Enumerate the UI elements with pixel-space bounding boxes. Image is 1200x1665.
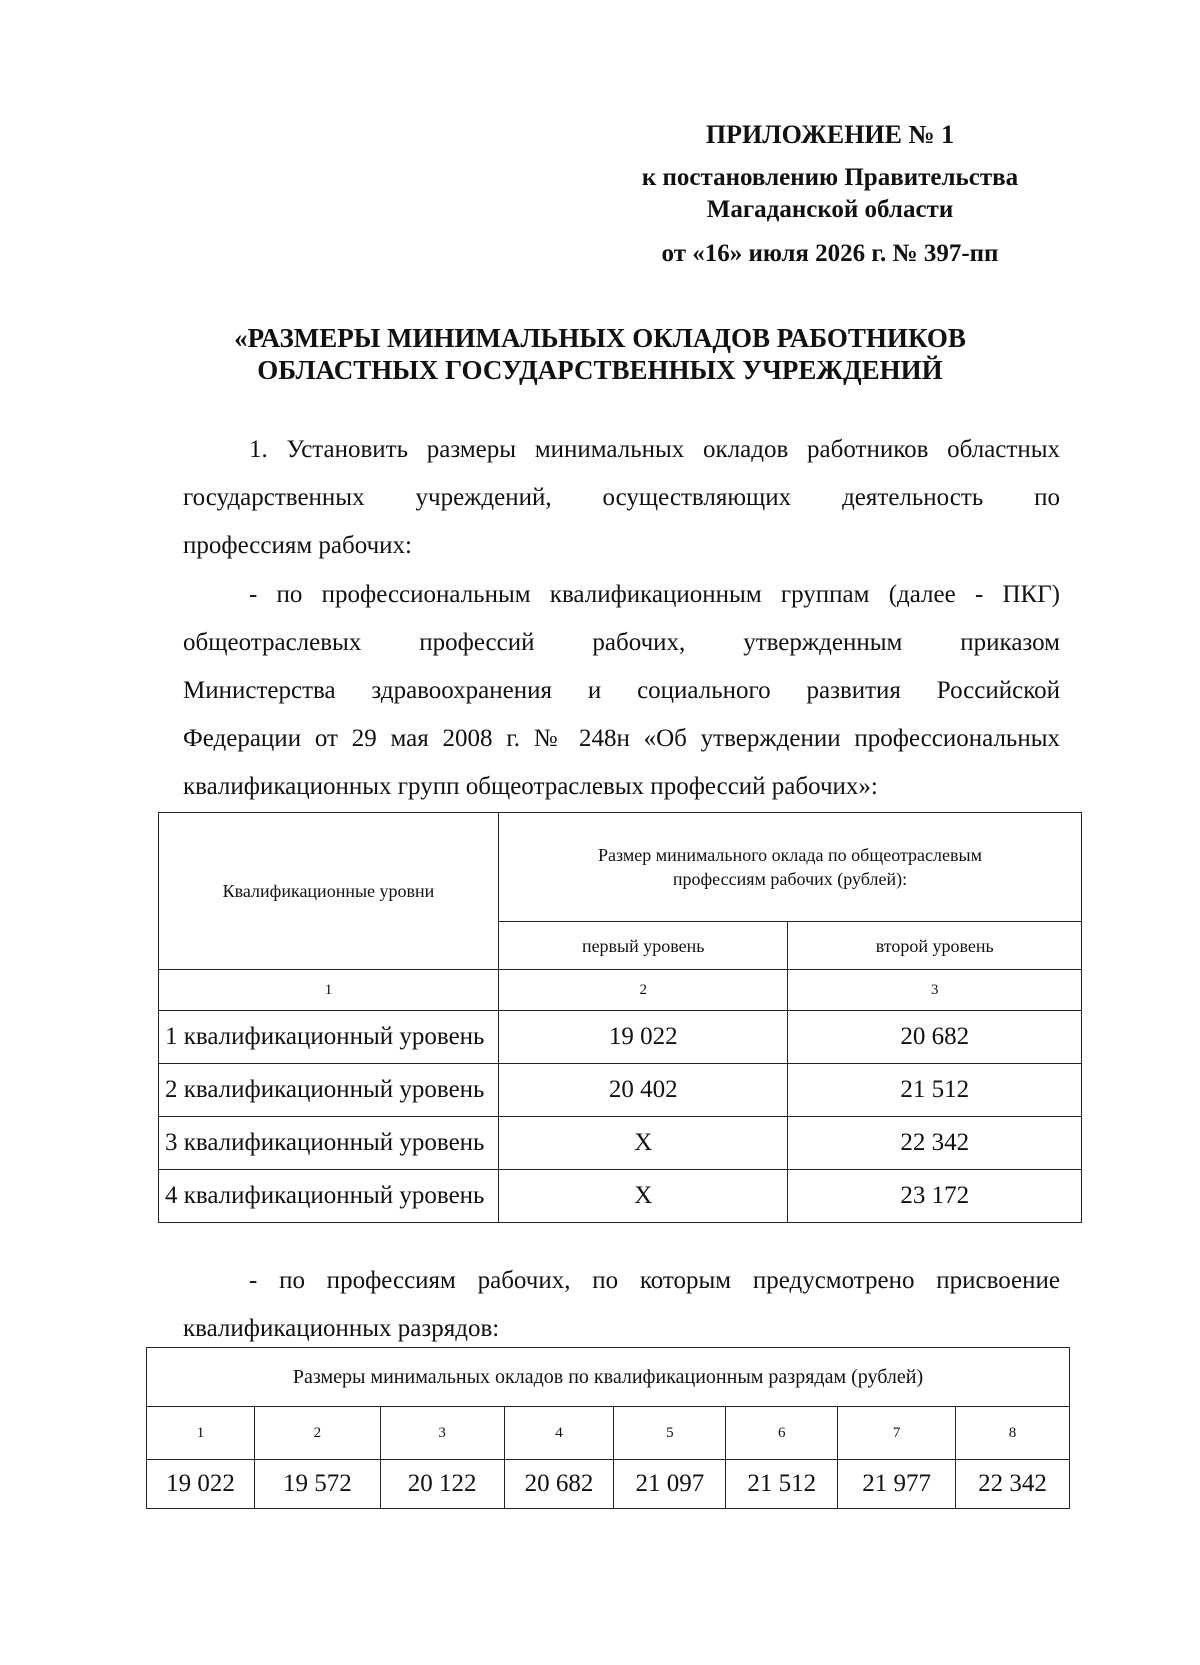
qualification-level-label: 4 квалификационный уровень [159, 1170, 499, 1223]
first-level-header: первый уровень [498, 922, 788, 970]
table-row [159, 1064, 1082, 1117]
qualification-level-label: 2 квалификационный уровень [159, 1064, 499, 1117]
paragraph-2-line: Федерации от 29 мая 2008 г. № 248н «Об утверждении профессиональных [183, 725, 1060, 752]
grade-salary: 21 977 [838, 1460, 956, 1509]
paragraph-1-line: 1. Установить размеры минимальных окладов работников областных [249, 436, 1060, 463]
second-level-header: второй уровень [788, 922, 1082, 970]
first-level-salary: X [498, 1117, 788, 1170]
second-level-salary: 20 682 [788, 1011, 1082, 1064]
qualification-levels-table [158, 812, 1082, 1223]
paragraph-1-line: профессиям рабочих: [183, 532, 413, 559]
column-number: 2 [498, 970, 788, 1011]
column-number: 3 [788, 970, 1082, 1011]
grade-salaries-row [147, 1460, 1070, 1509]
region-name: Магаданской области [706, 196, 954, 223]
appendix-title: ПРИЛОЖЕНИЕ № 1 [705, 120, 955, 149]
paragraph-2-line: квалификационных групп общеотраслевых профессий рабочих»: [183, 773, 878, 800]
grade-number: 7 [838, 1407, 956, 1460]
grade-salary: 20 122 [380, 1460, 504, 1509]
paragraph-2-line: Министерства здравоохранения и социального развития Российской [183, 677, 1060, 704]
grade-number: 1 [147, 1407, 255, 1460]
resolution-reference: к постановлению Правительства [641, 164, 1019, 191]
table-row [159, 1170, 1082, 1223]
paragraph-3-line: - по профессиям рабочих, по которым предусмотрено присвоение [249, 1267, 1060, 1294]
grade-number: 3 [380, 1407, 504, 1460]
grade-salary: 21 512 [726, 1460, 838, 1509]
grade-numbers-row [147, 1407, 1070, 1460]
grades-table-caption: Размеры минимальных окладов по квалификационным разрядам (рублей) [147, 1348, 1070, 1407]
salary-group-header-line-1: Размер минимального оклада по общеотраслевым [597, 845, 982, 866]
resolution-date-number: от «16» июля 2026 г. № 397-пп [661, 240, 999, 267]
first-level-salary: X [498, 1170, 788, 1223]
qualification-grades-table [146, 1347, 1070, 1509]
grade-number: 4 [504, 1407, 614, 1460]
grade-salary: 19 572 [254, 1460, 380, 1509]
column-numbers-row [159, 970, 1082, 1011]
grade-number: 2 [254, 1407, 380, 1460]
table-row [159, 1117, 1082, 1170]
second-level-salary: 22 342 [788, 1117, 1082, 1170]
qualification-levels-header: Квалификационные уровни [159, 813, 499, 970]
paragraph-2-line: - по профессиональным квалификационным группам (далее - ПКГ) [249, 581, 1060, 608]
document-title-line-1: «РАЗМЕРЫ МИНИМАЛЬНЫХ ОКЛАДОВ РАБОТНИКОВ [234, 323, 966, 353]
qualification-level-label: 3 квалификационный уровень [159, 1117, 499, 1170]
first-level-salary: 20 402 [498, 1064, 788, 1117]
paragraph-1-line: государственных учреждений, осуществляющих деятельность по [183, 484, 1060, 511]
paragraph-2-line: общеотраслевых профессий рабочих, утвержденным приказом [183, 629, 1060, 656]
grade-salary: 21 097 [614, 1460, 726, 1509]
second-level-salary: 21 512 [788, 1064, 1082, 1117]
salary-group-header-line-2: профессиям рабочих (рублей): [672, 869, 908, 890]
grade-number: 6 [726, 1407, 838, 1460]
grade-salary: 19 022 [147, 1460, 255, 1509]
paragraph-2 [183, 571, 1060, 811]
paragraph-3-line: квалификационных разрядов: [183, 1315, 500, 1342]
qualification-level-label: 1 квалификационный уровень [159, 1011, 499, 1064]
salary-group-header [498, 813, 1081, 922]
grade-number: 5 [614, 1407, 726, 1460]
first-level-salary: 19 022 [498, 1011, 788, 1064]
document-title-line-2: ОБЛАСТНЫХ ГОСУДАРСТВЕННЫХ УЧРЕЖДЕНИЙ [257, 355, 943, 385]
grade-salary: 22 342 [956, 1460, 1070, 1509]
grade-salary: 20 682 [504, 1460, 614, 1509]
column-number: 1 [159, 970, 499, 1011]
paragraph-3 [183, 1257, 1060, 1353]
second-level-salary: 23 172 [788, 1170, 1082, 1223]
paragraph-1 [183, 426, 1060, 570]
document-title [160, 322, 1040, 386]
grade-number: 8 [956, 1407, 1070, 1460]
table-row [159, 1011, 1082, 1064]
